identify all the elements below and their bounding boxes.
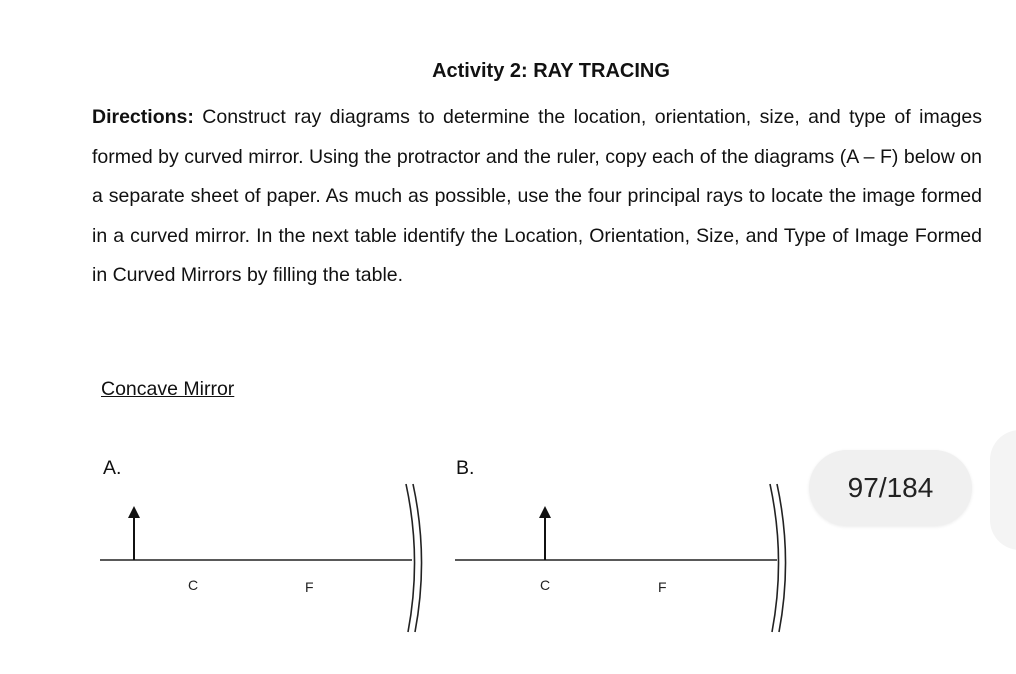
concave-mirror-b-outer bbox=[770, 484, 779, 632]
diagram-b bbox=[455, 484, 786, 632]
focal-point-a: F bbox=[305, 579, 314, 595]
directions-text: Construct ray diagrams to determine the location, orientation, size, and type of images formed by curved mirror. Using the protractor and the ruler, copy each of the diagrams (A – F) below on a separate sheet of paper. As much as possible, use the four principal rays to locate the image formed in a curved mirror. In the next table identify the Location, Orientation, Size, and Type of Image Formed in Curved Mirrors by filling the table. bbox=[92, 106, 982, 287]
diagram-b-label: B. bbox=[456, 457, 475, 479]
diagram-a-label: A. bbox=[103, 457, 122, 479]
center-of-curvature-a: C bbox=[188, 577, 199, 593]
object-arrowhead-b bbox=[539, 506, 551, 518]
activity-title: Activity 2: RAY TRACING bbox=[432, 60, 670, 82]
page-scroll-handle[interactable] bbox=[990, 430, 1016, 550]
directions-label: Directions: bbox=[92, 106, 194, 128]
center-of-curvature-b: C bbox=[540, 577, 551, 593]
diagram-a bbox=[100, 484, 422, 632]
object-arrowhead-a bbox=[128, 506, 140, 518]
concave-mirror-a-outer bbox=[406, 484, 415, 632]
page-indicator: 97/184 bbox=[809, 450, 972, 526]
focal-point-b: F bbox=[658, 579, 667, 595]
section-heading: Concave Mirror bbox=[101, 378, 235, 400]
